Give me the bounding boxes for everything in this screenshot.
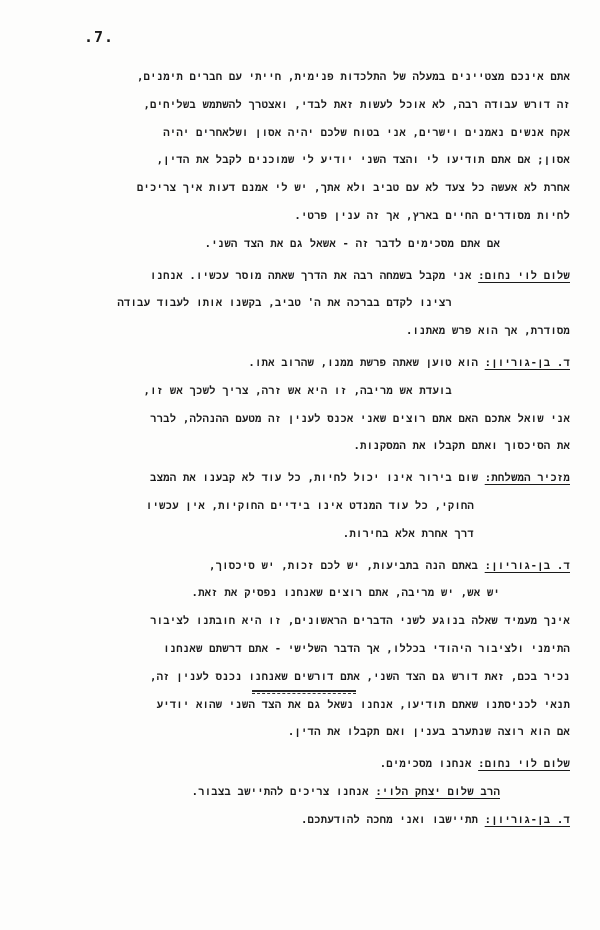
- line-text: הוא טוען שאתה פרשת ממנו, שהרוב אתו.: [248, 356, 485, 369]
- text-line: [50, 290, 570, 318]
- text-line: [50, 580, 570, 608]
- speaker-name: ד. בן-גוריון:: [484, 356, 570, 369]
- text-line: [50, 553, 570, 581]
- text-line: [50, 465, 570, 493]
- document-body: [50, 64, 570, 835]
- line-text: מסודרת, אך הוא פרש מאתנו.: [405, 325, 570, 338]
- line-text: את הסיכסוך ואתם תקבלו את המסקנות.: [353, 440, 570, 453]
- line-text: באתם הנה בתביעות, יש לכם זכות, יש סיכסוך,: [209, 559, 485, 572]
- end-rule: [252, 690, 356, 692]
- text-line: [50, 406, 570, 434]
- text-line: [50, 433, 570, 461]
- text-line: [50, 692, 570, 720]
- line-text: התימני ולציבור היהודי בכללו, אך הדבר השלישי - אתם דרשתם שאנחנו: [163, 642, 570, 655]
- speaker-name: ד. בן-גוריון:: [484, 559, 570, 572]
- line-text: זה דורש עבודה רבה, לא אוכל לעשות זאת לבדי, ואצטרך להשתמש בשליחים,: [143, 98, 570, 111]
- line-text: דרך אחרת אלא בחירות.: [342, 527, 474, 540]
- line-text: שום בירור אינו יכול לחיות, כל עוד לא קבענו את המצב: [150, 472, 485, 485]
- speaker-name: מזכיר המשלחת:: [484, 472, 570, 485]
- text-line: [50, 636, 570, 664]
- text-line: [50, 493, 570, 521]
- text-line: [50, 147, 570, 175]
- line-text: אני מקבל בשמחה רבה את הדרך שאתה מוסר עכשיו. אנחנו: [150, 269, 479, 282]
- line-text: אקח אנשים נאמנים וישרים, אני בטוח שלכם יהיה אסון ושלאחרים יהיה: [163, 126, 570, 139]
- text-line: [50, 719, 570, 747]
- line-text: תנאי לכניסתנו שאתם תודיעו, אנחנו נשאל גם את הצד השני שהוא יודיע: [156, 698, 570, 711]
- line-text: אינך מעמיד שאלה בנוגע לשני הדברים הראשונים, זו היא חובתנו לציבור: [150, 615, 570, 628]
- text-line: [50, 807, 570, 835]
- page-number: .7.: [84, 28, 115, 46]
- text-line: [50, 318, 570, 346]
- line-text: החוקי, כל עוד המנדט אינו בידיים החוקיות, אין עכשיו: [145, 499, 474, 512]
- text-line: [50, 751, 570, 779]
- text-line: [50, 263, 570, 291]
- text-line: [50, 664, 570, 692]
- text-line: [50, 378, 570, 406]
- text-line: [50, 92, 570, 120]
- line-text: תתיישבו ואני מחכה להודעתכם.: [300, 813, 485, 826]
- line-text: אנחנו מסכימים.: [379, 758, 479, 771]
- line-text: אסון; אם אתם תודיעו לי והצד השני יודיע לי שמוכנים לקבל את הדין,: [156, 154, 570, 167]
- speaker-name: ד. בן-גוריון:: [484, 813, 570, 826]
- speaker-name: הרב שלום יצחק הלוי:: [375, 785, 500, 798]
- line-text: אתם אינכם מצטיינים במעלה של התלכדות פנימית, חייתי עם חברים תימנים,: [136, 71, 570, 83]
- line-text: אם הוא רוצה שנתערב בענין ואם תקבלו את הדין.: [287, 726, 570, 739]
- text-line: [50, 175, 570, 203]
- line-text: אנחנו צריכים להתיישב בצבור.: [191, 785, 376, 798]
- text-line: [50, 231, 570, 259]
- text-line: [50, 521, 570, 549]
- text-line: [50, 608, 570, 636]
- text-line: [50, 120, 570, 148]
- text-line: [50, 779, 570, 807]
- line-text: אם אתם מסכימים לדבר זה - אשאל גם את הצד השני.: [204, 237, 500, 250]
- speaker-name: שלום לוי נחום:: [478, 758, 570, 771]
- line-text: אחרת לא אעשה כל צעד לא עם טביב ולא אתך, יש לי אמנם דעות איך צריכים: [136, 182, 570, 195]
- line-text: נכיר בכם, זאת דורש גם הצד השני, אתם דורשים שאנחנו נכנס לענין זה,: [150, 670, 570, 683]
- text-line: [50, 350, 570, 378]
- speaker-name: שלום לוי נחום:: [478, 269, 570, 282]
- line-text: בועדת אש מריבה, זו היא אש זרה, צריך לשכך אש זו,: [143, 384, 452, 397]
- line-text: רצינו לקדם בברכה את ה' טביב, בקשנו אותו לעבוד עבודה: [117, 297, 452, 310]
- line-text: אני שואל אתכם האם אתם רוצים שאני אכנס לענין זה מטעם ההנהלה, לברר: [150, 412, 570, 425]
- line-text: לחיות מסודרים החיים בארץ, אך זה ענין פרטי.: [294, 209, 570, 222]
- text-line: [50, 203, 570, 231]
- line-text: יש אש, יש מריבה, אתם רוצים שאנחנו נפסיק את זאת.: [191, 587, 500, 600]
- text-line: [50, 64, 570, 92]
